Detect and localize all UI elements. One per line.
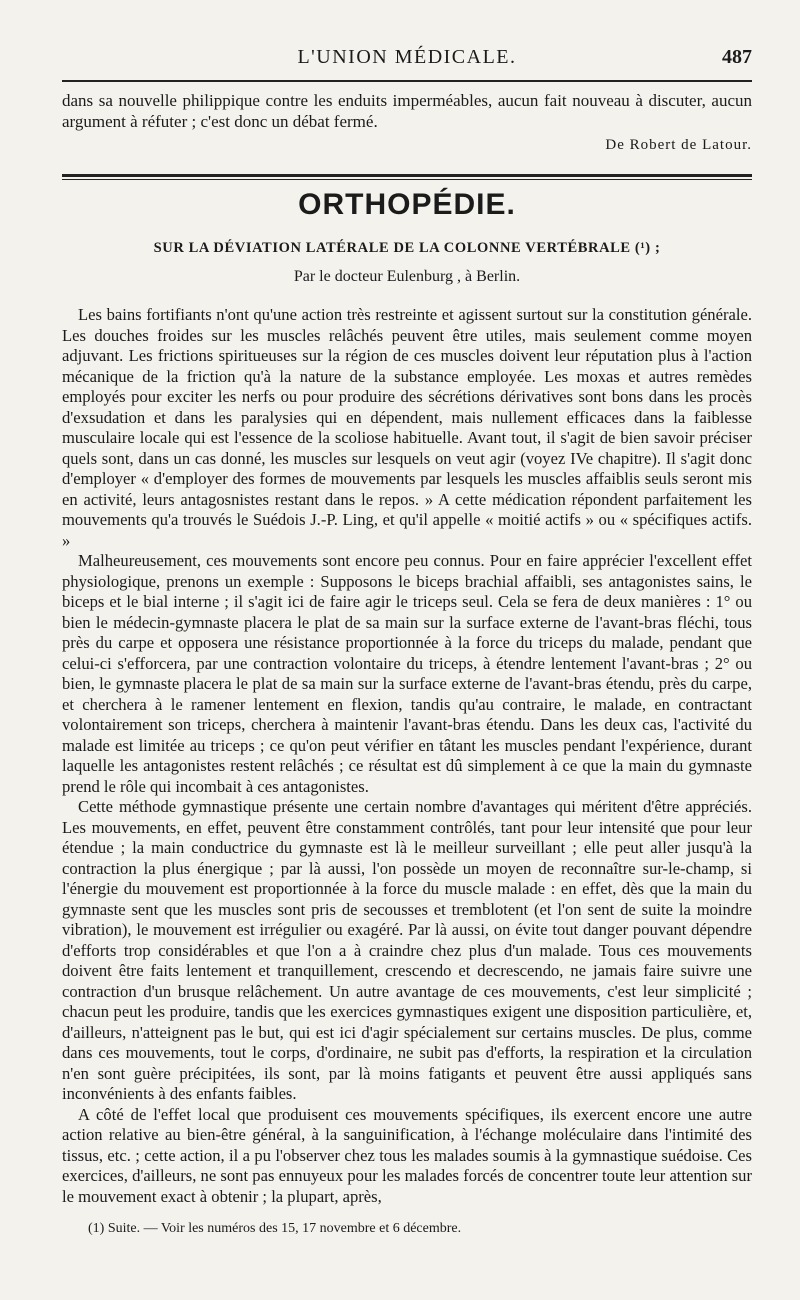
header-rule (62, 80, 752, 82)
section-divider (62, 174, 752, 177)
running-title: L'UNION MÉDICALE. (297, 46, 517, 68)
footnote: (1) Suite. — Voir les numéros des 15, 17 novembre et 6 décembre. (88, 1221, 462, 1236)
previous-article-text: dans sa nouvelle philippique contre les enduits imperméables, aucun fait nouveau à discuter, aucun argument à réfuter ; c'est donc un débat fermé. (62, 91, 752, 131)
article-title: SUR LA DÉVIATION LATÉRALE DE LA COLONNE VERTÉBRALE (¹) ; (153, 240, 661, 256)
section-heading: ORTHOPÉDIE. (298, 188, 516, 221)
signature: De Robert de Latour. (605, 137, 752, 153)
paragraph: Malheureusement, ces mouvements sont encore peu connus. Pour en faire apprécier l'excellent effet physiologique, prenons un exemple : Supposons le biceps brachial affaibli, ses antagonistes sains, le biceps et le bial interne ; il s'agit ici de faire agir le triceps seul. Cela se fera de deux manières : 1° ou bien le médecin-gymnaste placera le plat de sa main sur la surface externe de l'avant-bras fléchi, tous près du carpe et opposera une résistance proportionnée à la force du triceps du malade, pendant que celui-ci s'efforcera, par une contraction volontaire du triceps, à étendre lentement l'avant-bras ; 2° ou bien, le gymnaste placera le plat de sa main sur la surface externe de l'avant-bras étendu, près du carpe, et cherchera à le ramener lentement en flexion, tandis qu'au contraire, le malade, en contractant volontairement son triceps, cherchera à maintenir l'avant-bras étendu. Dans les deux cas, l'activité du malade est limitée au triceps ; ce qu'on peut vérifier en tâtant les muscles pendant l'expérience, durant laquelle les antagonistes restent relâchés ; ce résultat est dû simplement à ce que la main du gymnaste prend le rôle qui incombait à ces antagonistes. (62, 551, 752, 796)
paragraph: A côté de l'effet local que produisent ces mouvements spécifiques, ils exercent encore une autre action relative au bien-être général, à la sanguinification, à l'échange moléculaire dans l'intimité des tissus, etc. ; cette action, il a pu l'observer chez tous les malades soumis à la gymnastique suédoise. Ces exercices, d'ailleurs, ne sont pas ennuyeux pour les malades forcés de concentrer toute leur attention sur le mouvement exact à obtenir ; la plupart, après, (62, 1104, 752, 1206)
byline: Par le docteur Eulenburg , à Berlin. (293, 268, 521, 285)
paragraph: Cette méthode gymnastique présente une certain nombre d'avantages qui méritent d'être appréciés. Les mouvements, en effet, peuvent être constamment contrôlés, tant pour leur intensité que pour leur étendue ; la main conductrice du gymnaste est là le meilleur surveillant ; elle peut aller jusqu'à la contraction la plus énergique ; par là aussi, l'on possède un moyen de reconnaître sur-le-champ, si l'énergie du mouvement est proportionnée à la force du muscle malade : en effet, dès que la main du gymnaste sent que les muscles sont pris de secousses et tremblotent (et l'on sent de suite la moindre vibration), le mouvement est irrégulier ou exagéré. Par là aussi, on évite tout danger pouvant dépendre d'efforts trop considérables et que l'on a à craindre chez plus d'un malade. Tous ces mouvements doivent être faits lentement et tranquillement, crescendo et decrescendo, ne jamais faire suivre une contraction d'un brusque relâchement. Un autre avantage de ces mouvements, c'est leur simplicité ; chacun peut les produire, tandis que les exercices gymnastiques exigent une disposition particulière, et, d'ailleurs, n'atteignent pas le but, qui est ici d'agir spécialement sur certains muscles. De plus, comme dans ces mouvements, tout le corps, d'ordinaire, ne subit pas d'efforts, la respiration et la circulation n'en sont guère précipitées, ils sont, par là moins fatigants et peuvent être aussi appliqués sans inconvénients à des enfants faibles. (62, 797, 752, 1103)
running-head (62, 46, 752, 72)
page-number: 487 (722, 46, 752, 68)
previous-article-end (62, 90, 752, 156)
paragraph: Les bains fortifiants n'ont qu'une action très restreinte et agissent surtout sur la constitution générale. Les douches froides sur les muscles relâchés peuvent être utiles, mais seulement comme moyen adjuvant. Les frictions spiritueuses sur la région de ces muscles doivent leur réputation plus à l'action mécanique de la friction qu'à la nature de la substance employée. Les moxas et autres remèdes employés pour exciter les nerfs ou pour produire des sécrétions dérivatives sont bons dans les procès d'exsudation et dans les paralysies qui en dépendent, mais nullement efficaces dans la faiblesse musculaire locale qui est l'essence de la scoliose habituelle. Avant tout, il s'agit de bien savoir préciser quels sont, dans un cas donné, les muscles sur lesquels on veut agir (voyez IVe chapitre). Il s'agit donc d'employer « d'employer des formes de mouvements par lesquels les muscles affaiblis seuls seront mis en activité, leurs antagosnistes restant dans le repos. » A cette médication répondent parfaitement les mouvements qu'a trouvés le Suédois J.-P. Ling, et qu'il appelle « moitié actifs » ou « spécifiques actifs. » (62, 305, 752, 550)
article-body (62, 305, 752, 1207)
